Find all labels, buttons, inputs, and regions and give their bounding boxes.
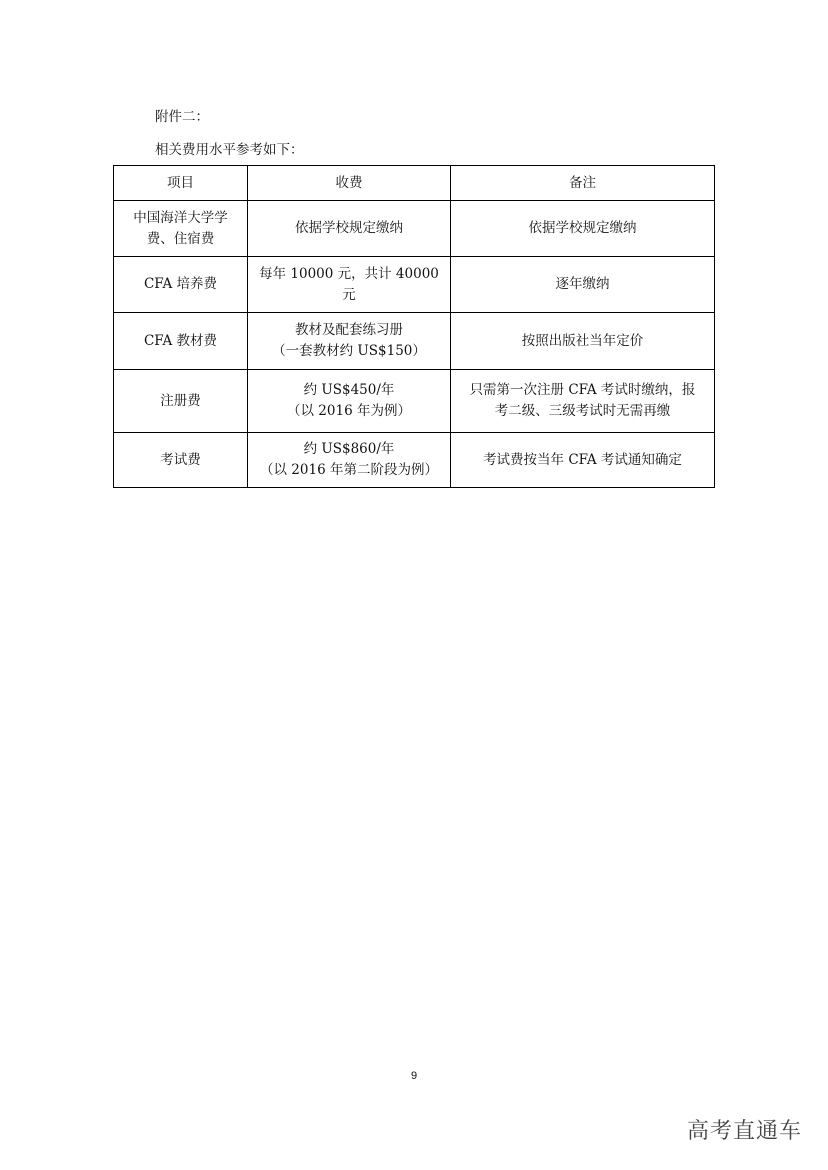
page-number: 9 bbox=[410, 1070, 418, 1082]
note-cell bbox=[451, 433, 715, 488]
note-text: 依据学校规定缴纳 bbox=[528, 220, 637, 236]
intro-text: 相关费用水平参考如下： bbox=[155, 142, 304, 158]
note-text: 考试费按当年 CFA 考试通知确定 bbox=[483, 451, 682, 468]
fee-text: 约 US$450/年 （以 2016 年为例） bbox=[287, 382, 411, 419]
fee-cell bbox=[248, 257, 451, 313]
watermark-text: 高考直通车 bbox=[686, 1119, 802, 1144]
header-fee: 收费 bbox=[248, 166, 451, 201]
item-text: CFA 教材费 bbox=[143, 332, 218, 349]
item-cell bbox=[114, 257, 248, 313]
item-text: 中国海洋大学学 费、住宿费 bbox=[133, 209, 228, 247]
item-cell bbox=[114, 201, 248, 257]
note-cell bbox=[451, 313, 715, 370]
item-text: CFA 培养费 bbox=[143, 276, 218, 292]
item-text: 注册费 bbox=[160, 392, 201, 409]
item-cell bbox=[114, 433, 248, 488]
table-row bbox=[114, 201, 715, 257]
table-row bbox=[114, 313, 715, 370]
note-text: 只需第一次注册 CFA 考试时缴纳，报 考二级、三级考试时无需再缴 bbox=[469, 382, 696, 419]
item-cell bbox=[114, 313, 248, 370]
note-text: 按照出版社当年定价 bbox=[521, 332, 644, 349]
fee-table bbox=[113, 165, 715, 488]
note-cell bbox=[451, 370, 715, 433]
item-text: 考试费 bbox=[160, 451, 201, 468]
fee-text: 依据学校规定缴纳 bbox=[295, 220, 403, 236]
fee-text: 教材及配套练习册 （一套教材约 US$150） bbox=[272, 322, 426, 359]
table-row bbox=[114, 433, 715, 488]
fee-cell bbox=[248, 433, 451, 488]
item-cell bbox=[114, 370, 248, 433]
header-note: 备注 bbox=[451, 166, 715, 201]
note-text: 逐年缴纳 bbox=[555, 276, 610, 292]
note-cell bbox=[451, 201, 715, 257]
header-item: 项目 bbox=[114, 166, 248, 201]
note-cell bbox=[451, 257, 715, 313]
fee-cell bbox=[248, 370, 451, 433]
table-header-row bbox=[114, 166, 715, 201]
fee-cell bbox=[248, 201, 451, 257]
fee-cell bbox=[248, 313, 451, 370]
fee-text: 约 US$860/年 （以 2016 年第二阶段为例） bbox=[260, 441, 438, 478]
table-row bbox=[114, 257, 715, 313]
table-row bbox=[114, 370, 715, 433]
attachment-label: 附件二： bbox=[155, 109, 209, 125]
fee-text: 每年 10000 元，共计 40000 元 bbox=[259, 265, 439, 303]
